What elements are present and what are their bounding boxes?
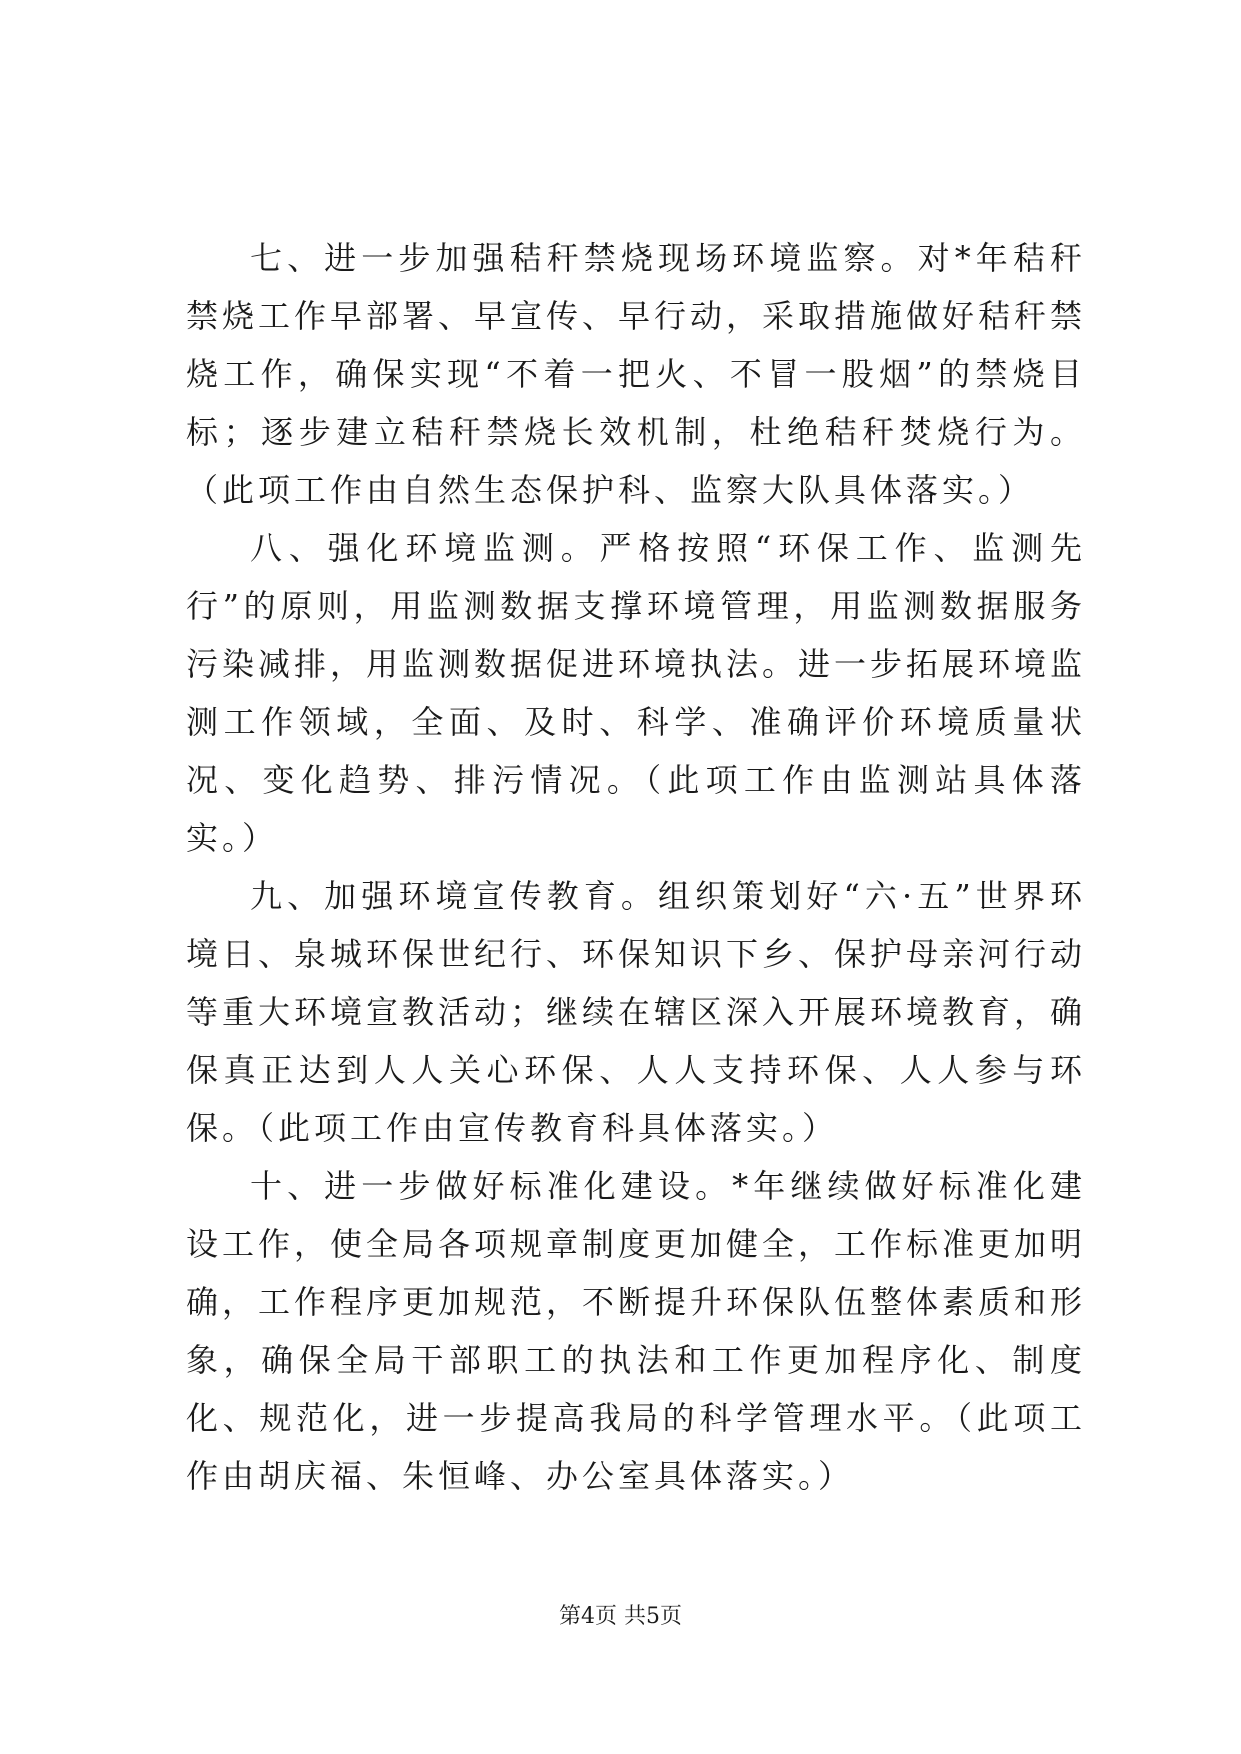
page-number-footer: 第4页 共5页 — [559, 1604, 682, 1629]
document-body — [186, 229, 1086, 1505]
paragraph-item-10: 十、进一步做好标准化建设。*年继续做好标准化建设工作，使全局各项规章制度更加健全，工作标准更加明确，工作程序更加规范，不断提升环保队伍整体素质和形象，确保全局干部职工的执法和工作更加程序化、制度化、规范化，进一步提高我局的科学管理水平。（此项工作由胡庆福、朱恒峰、办公室具体落实。） — [186, 1167, 1087, 1495]
paragraph-item-7: 七、进一步加强秸秆禁烧现场环境监察。对*年秸秆禁烧工作早部署、早宣传、早行动，采取措施做好秸秆禁烧工作，确保实现“不着一把火、不冒一股烟”的禁烧目标；逐步建立秸秆禁烧长效机制，杜绝秸秆焚烧行为。（此项工作由自然生态保护科、监察大队具体落实。） — [186, 239, 1087, 509]
paragraph-item-9: 九、加强环境宣传教育。组织策划好“六·五”世界环境日、泉城环保世纪行、环保知识下乡、保护母亲河行动等重大环境宣教活动；继续在辖区深入开展环境教育，确保真正达到人人关心环保、人人支持环保、人人参与环保。（此项工作由宣传教育科具体落实。） — [186, 877, 1087, 1147]
paragraph-item-8: 八、强化环境监测。严格按照“环保工作、监测先行”的原则，用监测数据支撑环境管理，用监测数据服务污染减排，用监测数据促进环境执法。进一步拓展环境监测工作领域，全面、及时、科学、准确评价环境质量状况、变化趋势、排污情况。（此项工作由监测站具体落实。） — [186, 529, 1087, 857]
